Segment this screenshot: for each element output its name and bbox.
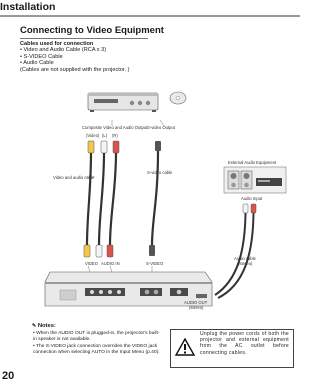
warning-text: Unplug the power cords of both the projector and external equipment from the AC outlet before connecting cables. (200, 331, 289, 356)
section-title: Connecting to Video Equipment (20, 25, 164, 36)
composite-output-label: Composite Video and Audio Output (82, 125, 148, 130)
page-header-title: Installation (0, 1, 56, 13)
external-audio-label: External Audio Equipment (228, 160, 277, 165)
page-number: 20 (2, 370, 15, 382)
audio-out-label: AUDIO OUT (stereo) (184, 300, 208, 310)
notes-title: ✎ Notes: (32, 323, 56, 329)
svideo-output-label: S-video Output (147, 125, 175, 130)
note-item: • When the AUDIO OUT is plugged-in, the projector's built-in speaker is not available. (33, 331, 160, 343)
port-audio-in-label: AUDIO IN (101, 261, 120, 266)
pencil-icon: ✎ (32, 323, 37, 329)
svideo-cable-label: S-video cable (147, 170, 173, 175)
rca-plugs-bottom (84, 245, 113, 257)
note-item: • The S-VIDEO jack connection overrides the VIDEO jack connection when selecting AUTO in the Input Menu (p.40). (33, 343, 160, 355)
external-audio-device (224, 167, 286, 193)
cable-item: • Audio Cable (20, 60, 54, 67)
left-channel-label: (L) (102, 133, 108, 138)
notes-list (33, 331, 161, 356)
cable-item: (Cables are not supplied with the projector. ) (20, 66, 130, 73)
audio-input-label: Audio Input (241, 196, 263, 201)
warning-triangle-icon (175, 338, 195, 356)
video-channel-label: (Video) (86, 133, 100, 138)
video-player-device (88, 93, 158, 112)
port-svideo-label: S-VIDEO (146, 261, 164, 266)
disc-icon (170, 92, 186, 104)
rca-plugs-top (88, 141, 119, 153)
video-audio-cable-label: Video and audio cable (53, 175, 95, 180)
cable-item: • Video and Audio Cable (RCA x 3) (20, 47, 107, 54)
cable-item: • S-VIDEO Cable (20, 53, 63, 60)
port-video-label: VIDEO (85, 261, 99, 266)
right-channel-label: (R) (112, 133, 118, 138)
audio-cable-label: Audio cable (stereo) (234, 256, 256, 266)
cables-heading: Cables used for connection (20, 41, 94, 47)
